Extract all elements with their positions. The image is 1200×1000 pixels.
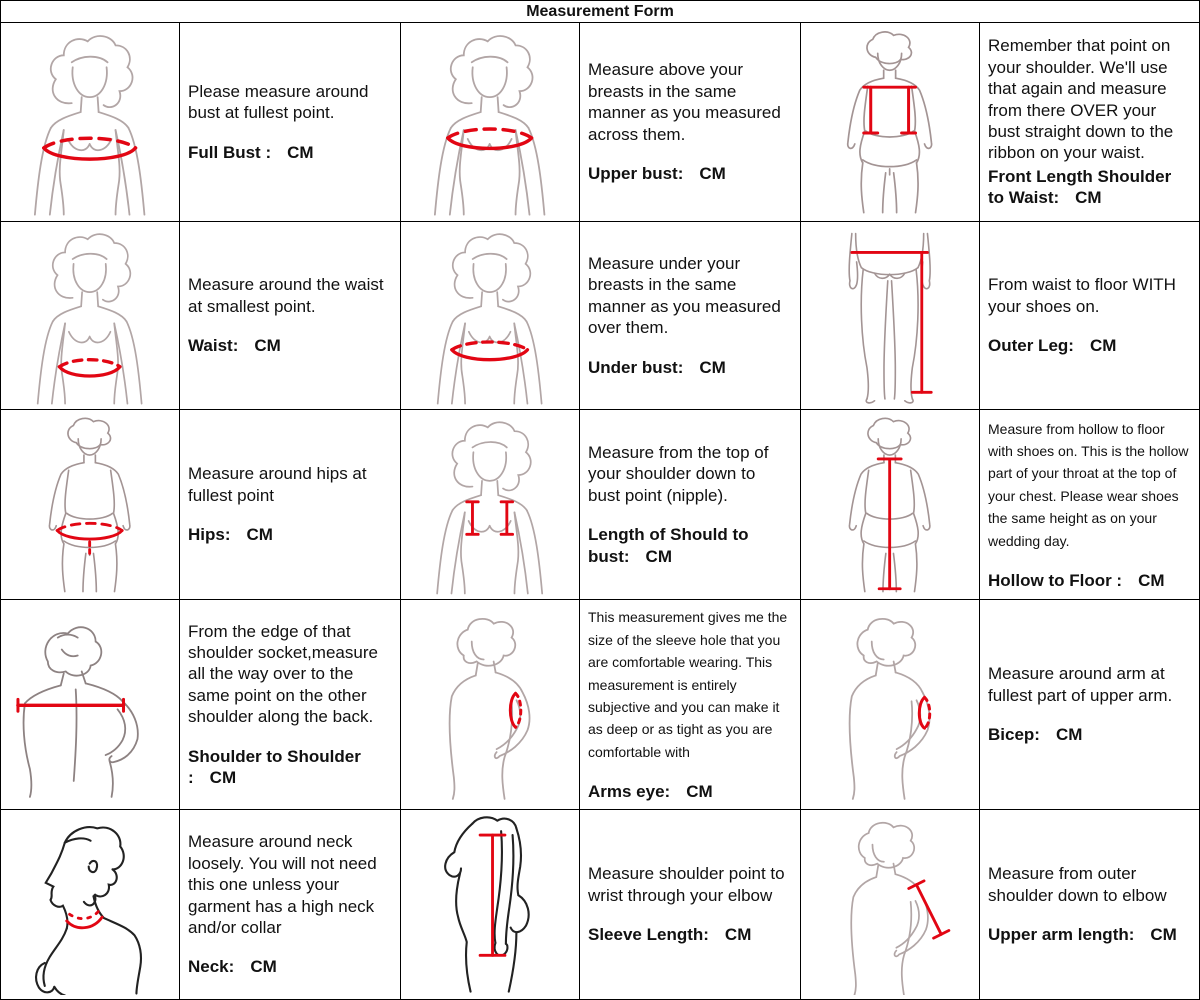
measurement-label xyxy=(188,335,392,356)
upper-arm-instruction-cell xyxy=(980,810,1199,999)
measurement-label xyxy=(588,163,792,184)
hollow-to-floor-instruction-cell xyxy=(980,410,1199,599)
full-bust-figure-cell xyxy=(1,23,179,221)
waist-instruction-cell xyxy=(180,222,400,409)
sleeve-length-figure-cell xyxy=(401,810,579,999)
measurement-name: Sleeve Length: xyxy=(588,925,709,945)
measurement-name: Front Length Shoulder to Waist: xyxy=(988,166,1172,208)
instruction-text: Measure from outer shoulder down to elbow xyxy=(988,864,1167,905)
upper-bust-figure-cell xyxy=(401,23,579,221)
hips-figure-cell xyxy=(1,410,179,599)
neck-instruction-cell xyxy=(180,810,400,999)
measurement-name: Upper arm length: xyxy=(988,925,1135,945)
measurement-label xyxy=(188,956,392,977)
instruction-text: Measure around neck loosely. You will not need this one unless your garment has a high neck and/or collar xyxy=(188,832,377,937)
measurement-unit: CM xyxy=(1075,188,1102,208)
sleeve-length-instruction-cell xyxy=(580,810,800,999)
front-length-figure-cell xyxy=(801,23,979,221)
measurement-name: Arms eye: xyxy=(588,782,671,802)
measurement-unit: CM xyxy=(1055,725,1083,745)
shoulder-to-bust-figure-cell xyxy=(401,410,579,599)
instruction-text: From waist to floor WITH your shoes on. xyxy=(988,275,1176,316)
shoulder-to-bust-figure xyxy=(406,414,573,595)
waist-figure-cell xyxy=(1,222,179,409)
upper-bust-figure xyxy=(406,27,573,217)
measurement-name: Under bust: xyxy=(588,357,684,377)
instruction-text: Measure from hollow to floor with shoes on. This is the hollow part of your throat at the top of your chest. Please wear shoes the same height as on your wedding day. xyxy=(988,420,1189,549)
bicep-figure xyxy=(806,604,973,805)
measurement-unit: CM xyxy=(724,925,752,945)
measurement-unit: CM xyxy=(250,957,277,977)
measurement-name: Length of Should to bust: xyxy=(588,525,749,566)
neck-figure-cell xyxy=(1,810,179,999)
instruction-text: This measurement gives me the size of the sleeve hole that you are comfortable wearing. This measurement is entirely subjective and you can make it as deep or as tight as you are comfortable with xyxy=(588,609,788,760)
bicep-figure-cell xyxy=(801,600,979,809)
measurement-name: Hips: xyxy=(188,525,231,545)
measurement-label xyxy=(188,524,392,545)
outer-leg-instruction-cell xyxy=(980,222,1199,409)
shoulder-to-shoulder-instruction-cell xyxy=(180,600,400,809)
measurement-name: Waist: xyxy=(188,336,239,356)
measurement-label xyxy=(988,166,1191,209)
outer-leg-figure-cell xyxy=(801,222,979,409)
instruction-text: Measure from the top of your shoulder down to bust point (nipple). xyxy=(588,442,769,505)
measurement-unit: CM xyxy=(1089,336,1117,356)
under-bust-instruction-cell xyxy=(580,222,800,409)
instruction-text: Measure shoulder point to wrist through your elbow xyxy=(588,864,785,905)
front-length-figure xyxy=(806,27,973,217)
measurement-name: Full Bust : xyxy=(188,142,272,162)
arms-eye-instruction-cell xyxy=(580,600,800,809)
measurement-unit: CM xyxy=(645,546,672,566)
measurement-label xyxy=(988,335,1191,356)
page-title: Measurement Form xyxy=(1,1,1199,22)
instruction-text: Measure around the waist at smallest point. xyxy=(188,275,384,316)
measurement-name: Outer Leg: xyxy=(988,336,1074,356)
hips-figure xyxy=(6,414,173,595)
under-bust-figure xyxy=(406,226,573,406)
measurement-label xyxy=(588,524,792,567)
measurement-name: Shoulder to Shoulder : xyxy=(188,746,361,788)
measurement-label xyxy=(988,724,1191,745)
measurement-unit: CM xyxy=(1138,570,1165,590)
measurement-unit: CM xyxy=(209,768,237,788)
hollow-to-floor-figure-cell xyxy=(801,410,979,599)
upper-arm-figure-cell xyxy=(801,810,979,999)
measurement-unit: CM xyxy=(699,357,726,377)
measurement-name: Upper bust: xyxy=(588,164,684,184)
waist-figure xyxy=(6,226,173,406)
measurement-label xyxy=(188,142,392,163)
arms-eye-figure-cell xyxy=(401,600,579,809)
measurement-label xyxy=(988,924,1191,945)
hollow-to-floor-figure xyxy=(806,414,973,595)
measurement-unit: CM xyxy=(287,142,314,162)
front-length-instruction-cell xyxy=(980,23,1199,221)
shoulder-to-shoulder-figure xyxy=(6,604,173,805)
arms-eye-figure xyxy=(406,604,573,805)
measurement-name: Neck: xyxy=(188,957,235,977)
instruction-text: Measure under your breasts in the same manner as you measured over them. xyxy=(588,253,781,338)
full-bust-instruction-cell xyxy=(180,23,400,221)
measurement-name: Bicep: xyxy=(988,725,1040,745)
upper-bust-instruction-cell xyxy=(580,23,800,221)
measurement-unit: CM xyxy=(699,164,726,184)
shoulder-to-shoulder-figure-cell xyxy=(1,600,179,809)
instruction-text: Please measure around bust at fullest point. xyxy=(188,81,369,123)
sleeve-length-figure xyxy=(406,814,573,995)
instruction-text: From the edge of that shoulder socket,measure all the way over to the same point on the other shoulder along the back. xyxy=(188,621,378,727)
measurement-unit: CM xyxy=(254,336,281,356)
instruction-text: Measure around arm at fullest part of upper arm. xyxy=(988,664,1173,705)
upper-arm-figure xyxy=(806,814,973,995)
measurement-unit: CM xyxy=(1150,925,1177,945)
instruction-text: Measure above your breasts in the same manner as you measured across them. xyxy=(588,60,781,144)
hips-instruction-cell xyxy=(180,410,400,599)
measurement-label xyxy=(188,746,392,789)
measurement-label xyxy=(588,924,792,945)
measurement-unit: CM xyxy=(686,782,713,802)
shoulder-to-bust-instruction-cell xyxy=(580,410,800,599)
outer-leg-figure xyxy=(806,226,973,406)
measurement-label xyxy=(588,781,792,802)
instruction-text: Remember that point on your shoulder. We'll use that again and measure from there OVER your bust straight down to the ribbon on your waist. xyxy=(988,36,1174,163)
instruction-text: Measure around hips at fullest point xyxy=(188,464,367,505)
under-bust-figure-cell xyxy=(401,222,579,409)
measurement-name: Hollow to Floor : xyxy=(988,570,1123,590)
measurement-unit: CM xyxy=(246,525,273,545)
measurement-label xyxy=(988,570,1191,591)
full-bust-figure xyxy=(6,27,173,217)
measurement-label xyxy=(588,357,792,378)
bicep-instruction-cell xyxy=(980,600,1199,809)
neck-figure xyxy=(6,814,173,995)
